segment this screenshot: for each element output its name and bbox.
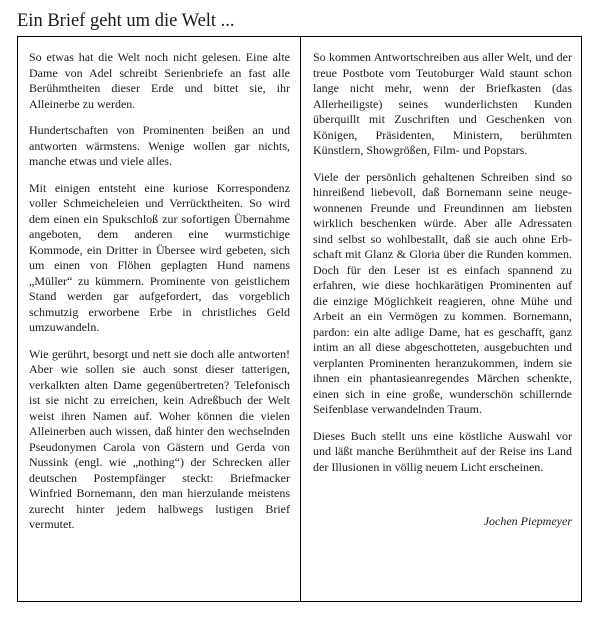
left-column <box>29 50 290 544</box>
paragraph: Viele der persönlich gehaltenen Schreiben sind so hinreißend liebevoll, daß Bornemann seine neugewonnenen Freunde und Freundinnen am liebsten wirklich beschenken würde. Aber alle Adressaten sind selbst so wohlbestallt, daß sie auch ohne Erbschaft mit Glanz & Gloria über die Runden kommen. Doch für den Leser ist es einfach spannend zu erfahren, wie diese hochkarätigen Prominenten auf die einzige Möglichkeit reagieren, ohne Mühe und Arbeit an ein Vermögen zu kommen. Bornemann, pardon: ein alte adlige Dame, hat es geschafft, ganz intim an all diese abgeschotteten, ausgebuchten und verplanten Prominenten heranzukommen, indem sie ihnen ein phantasieanregendes Märchen schenkte, einen sich in eine große, wunderschön schillernde Seifenblase verwandelnden Traum. <box>313 169 572 416</box>
paragraph: So etwas hat die Welt noch nicht gelesen. Eine alte Dame von Adel schreibt Serienbriefe an fast alle Berühmtheiten dieser Erde und bittet sie, ihr Alleinerbe zu werden. <box>29 50 290 111</box>
paragraph: So kommen Antwortschreiben aus aller Welt, und der treue Postbote vom Teutoburger Wald staunt schon lange nicht mehr, wenn der Briefkasten (das Allerheiligste) seines wunderlichsten Kunden überquillt mit Zuschriften und Geschenken von Königen, Präsidenten, Ministern, berühmten Künstlern, Showgrößen, Film- und Popstars. <box>313 50 572 157</box>
paragraph: Hundertschaften von Prominenten beißen an und antworten wärmstens. Wenige wollen gar nichts, manche etwas und viele alles. <box>29 123 290 168</box>
column-divider <box>300 36 301 602</box>
page-title: Ein Brief geht um die Welt ... <box>17 11 235 31</box>
paragraph: Wie gerührt, besorgt und nett sie doch alle antworten! Aber wie sollen sie auch sonst dieser tatterigen, verkalkten alten Dame gegenübertreten? Telefonisch ist sie nicht zu erreichen, kein Adreßbuch der Welt weist ihren Namen auf. Woher können die vielen Alleinerben auch wissen, daß hinter den wechselnden Pseudonymen Carola von Gästern und Gerda von Nussink (engl. wie „nothing“) der Schrecken aller deutschen Postempfänger steckt: Briefmacker Winfried Bornemann, den man hierzulande meistens zurecht hinter jedem halbwegs lustigen Brief vermutet. <box>29 346 290 531</box>
right-column <box>313 50 572 486</box>
paragraph: Dieses Buch stellt uns eine köstliche Auswahl vor und läßt manche Berühmtheit auf der Reise ins Land der Illusionen in völlig neuem Licht erscheinen. <box>313 428 572 474</box>
author-signature: Jochen Piepmeyer <box>483 514 572 528</box>
paragraph: Mit einigen entsteht eine kuriose Korrespondenz voller Schmeicheleien und Verrücktheiten. So wird dem einen ein Spukschloß zur sofortigen Übernahme angeboten, dem anderen eine wurmstichige Kommode, ein Dritter in Übersee wird gebeten, sich um einen von Flöhen geplagten Hund namens „Müller“ zu kümmern. Prominente von geistlichem Stand werden gar aufgefordert, das vorgeblich schmutzig erworbene Erbe in christliches Geld umzuwandeln. <box>29 180 290 334</box>
